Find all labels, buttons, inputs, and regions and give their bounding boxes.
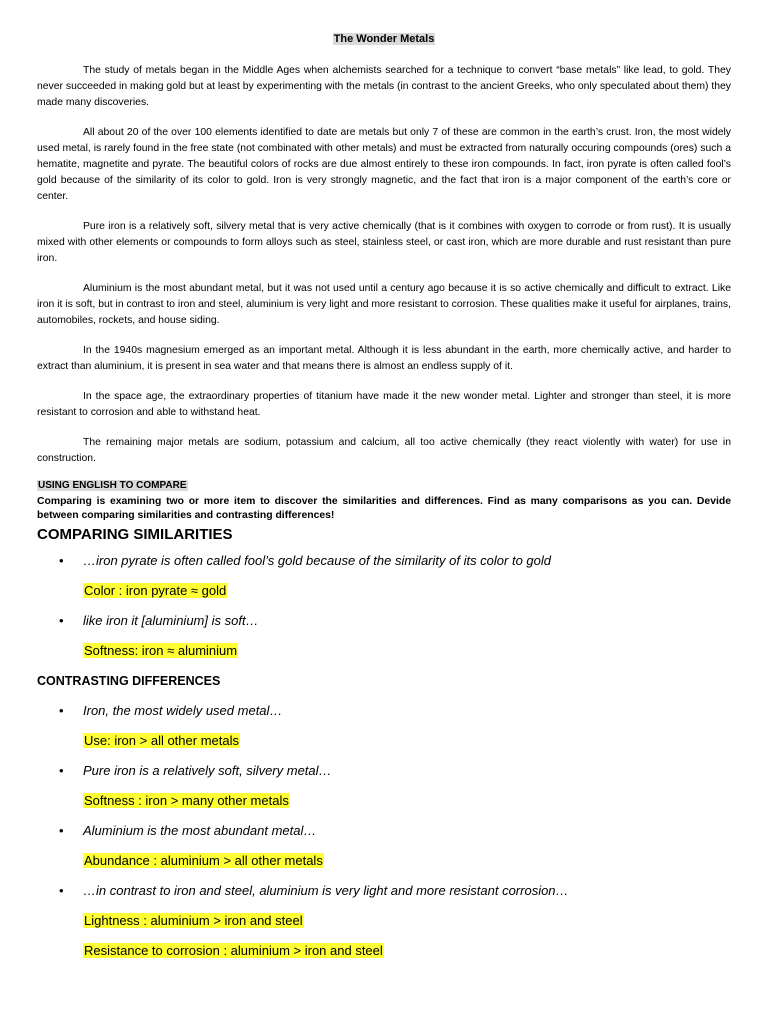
paragraph-3: Pure iron is a relatively soft, silvery metal that is very active chemically (that is it combines with oxygen to corrode or from rust). It is usually mixed with other elements or compounds to form alloys such as steel, stainless steel, or cast iron, which are more durable and rust resistant than pure iron.	[37, 221, 731, 264]
difference-bullet-1	[37, 702, 731, 720]
bullet-dot-icon: •	[59, 823, 64, 838]
difference-bullet-4-text: …in contrast to iron and steel, aluminium is very light and more resistant corrosion…	[83, 883, 569, 898]
document-page	[37, 32, 731, 960]
similarities-heading: COMPARING SIMILARITIES	[37, 526, 233, 543]
paragraph-2: All about 20 of the over 100 elements identified to date are metals but only 7 of these are common in the earth’s crust. Iron, the most widely used metal, is rarely found in the free state (not combinated with other metals) and must be extracted from naturally occuring compounds (ores) such a hematite, magnetite and pyrate. The beautiful colors of rocks are due almost entirely to these iron compounds. In fact, iron pyrate is often called fool’s gold because of the similarity of its color to gold. Iron is very strongly magnetic, and the fact that iron is a major component of the earth’s core or center.	[37, 127, 731, 202]
compare-intro: Comparing is examining two or more item to discover the similarities and differences. Find as many comparisons as you can. Devide between comparing similarities and contrasting differences!	[37, 496, 731, 521]
paragraph-7: The remaining major metals are sodium, potassium and calcium, all too active chemically (they react violently with water) for use in construction.	[37, 437, 731, 464]
document-title	[37, 32, 731, 47]
similarity-highlight-1-text: Color : iron pyrate ≈ gold	[84, 583, 227, 598]
bullet-dot-icon: •	[59, 703, 64, 718]
difference-highlight-3	[37, 852, 731, 870]
difference-highlight-4	[37, 912, 731, 930]
bullet-dot-icon: •	[59, 613, 64, 628]
difference-highlight-4-text: Lightness : aluminium > iron and steel	[84, 913, 303, 928]
similarity-bullet-2	[37, 612, 731, 630]
bullet-dot-icon: •	[59, 883, 64, 898]
difference-bullet-3	[37, 822, 731, 840]
difference-bullet-2-text: Pure iron is a relatively soft, silvery metal…	[83, 763, 332, 778]
difference-highlight-2-text: Softness : iron > many other metals	[84, 793, 289, 808]
similarity-highlight-2-text: Softness: iron ≈ aluminium	[84, 643, 238, 658]
similarity-bullet-2-text: like iron it [aluminium] is soft…	[83, 613, 259, 628]
difference-highlight-1	[37, 732, 731, 750]
difference-highlight-5-text: Resistance to corrosion : aluminium > iron and steel	[84, 943, 383, 958]
difference-highlight-1-text: Use: iron > all other metals	[84, 733, 239, 748]
paragraph-1: The study of metals began in the Middle Ages when alchemists searched for a technique to convert “base metals” like lead, to gold. They never succeeded in making gold but at least by experimenting with the metals (in contrast to the ancient Greeks, who only speculated about them) they made many discoveries.	[37, 65, 731, 108]
paragraph-4: Aluminium is the most abundant metal, but it was not used until a century ago because it is so active chemically and difficult to extract. Like iron it is soft, but in contrast to iron and steel, aluminium is very light and more resistant to corrosion. These qualities make it useful for airplanes, trains, automobiles, rockets, and house siding.	[37, 283, 731, 326]
similarity-highlight-1	[37, 582, 731, 600]
bullet-dot-icon: •	[59, 763, 64, 778]
differences-heading: CONTRASTING DIFFERENCES	[37, 674, 221, 688]
difference-bullet-2	[37, 762, 731, 780]
document-title-text: The Wonder Metals	[333, 33, 435, 45]
similarity-highlight-2	[37, 642, 731, 660]
compare-section-label	[37, 479, 731, 493]
difference-highlight-3-text: Abundance : aluminium > all other metals	[84, 853, 323, 868]
difference-bullet-3-text: Aluminium is the most abundant metal…	[83, 823, 317, 838]
similarity-bullet-1	[37, 552, 731, 570]
difference-highlight-5	[37, 942, 731, 960]
difference-highlight-2	[37, 792, 731, 810]
paragraph-6: In the space age, the extraordinary properties of titanium have made it the new wonder metal. Lighter and stronger than steel, it is more resistant to corrosion and able to withstand heat.	[37, 391, 731, 418]
paragraph-5: In the 1940s magnesium emerged as an important metal. Although it is less abundant in the earth, more chemically active, and harder to extract than aluminium, it is present in sea water and that means there is almost an endless supply of it.	[37, 345, 731, 372]
bullet-dot-icon: •	[59, 553, 64, 568]
compare-section-label-text: USING ENGLISH TO COMPARE	[38, 480, 187, 491]
difference-bullet-1-text: Iron, the most widely used metal…	[83, 703, 283, 718]
similarity-bullet-1-text: …iron pyrate is often called fool’s gold because of the similarity of its color to gold	[83, 553, 551, 568]
difference-bullet-4	[37, 882, 731, 900]
